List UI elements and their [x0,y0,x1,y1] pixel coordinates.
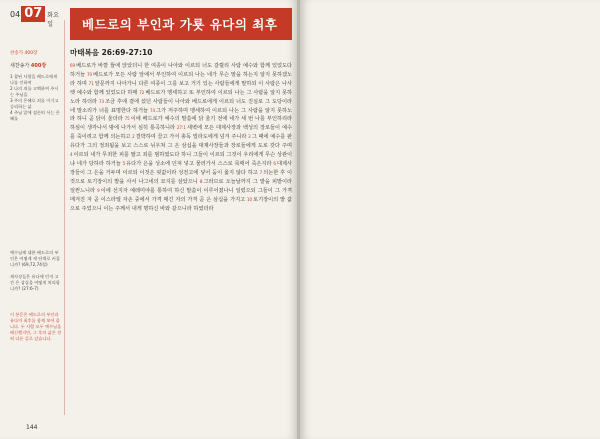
verse-number: 4 [70,152,73,158]
verse-number: 9 [97,187,100,193]
page-number-left: 144 [26,424,38,431]
side-note-item: 4 주님 앞에 겸손히 서는 은혜를 [10,110,60,121]
date-weekday: 화요일 [47,12,59,28]
verse-number: 70 [87,71,93,77]
verse-text: 결박하여 끌고 가서 총독 빌라도에게 넘겨 주니라 [135,134,249,141]
verse-number: 6 [273,160,276,166]
verse-text: 토기장이의 밭 값으로 주었으니 이는 주께서 내게 명하신 바와 같으니라 하였더라 [70,196,292,212]
left-page [0,0,298,439]
verse-number: 2 [132,134,135,140]
verse-text: 이에 선지자 예레미야를 통하여 하신 말씀이 이루어졌나니 일렀으되 그들이 그 가격 매겨진 자 곧 이스라엘 자손 중에서 가격 매긴 자의 가격 곧 은 삼십을 가지고 [70,187,292,203]
verse [123,161,274,167]
column-divider [64,20,65,415]
verse-number: 7 [259,169,263,175]
bible-text [70,62,292,213]
verse-number: 73 [98,98,105,104]
question-2-text: 제사장들은 유다에 던져 고 간 은 삼십을 어떻게 처리합니까? (27:6-7) [10,274,60,291]
side-hymn [10,62,62,69]
verse-text: 이르되 내가 무죄한 피를 팔고 죄를 범하였도다 하니 그들이 이르되 그것이 우리에게 무슨 상관이냐 네가 당하라 하거늘 [70,152,292,167]
verse-text: 앞문까지 나아가니 다른 여종이 그를 보고 거기 있는 사람들에게 말하되 이 사람은 나사렛 예수와 함께 있었도다 하매 [70,80,292,96]
verse-number: 5 [122,160,126,166]
verse-number: 75 [124,116,130,122]
verse-text: 대제사장들이 그 은을 거두며 이르되 이것은 핏값이라 성전고에 넣어 둠이 옳지 않다 하고 [70,160,292,176]
verse-text: 그러므로 오늘날까지 그 밭을 피밭이라 일컫느니라 [70,178,292,194]
verse-number: 74 [149,107,156,113]
title-bar [70,8,292,40]
verse-text: 베드로가 맹세하고 또 부인하여 이르되 나는 그 사람을 알지 못하노라 하더라 [70,89,292,105]
verse-text: 그 때에 예수를 판 유다가 그의 정죄됨을 보고 스스로 뉘우쳐 그 은 삼십을 대제사장들과 장로들에게 도로 갖다 주며 [70,134,293,150]
date-day: 07 [21,6,45,22]
verse-text: 베드로가 바깥 뜰에 앉았더니 한 여종이 나아와 이르되 너도 갈릴리 사람 예수와 함께 있었도다 하거늘 [70,63,292,78]
side-note-item: 3 주의 은혜로 죄를 이기고 승리하는 삶 [10,98,59,109]
verse-text: 베드로가 모든 사람 앞에서 부인하여 이르되 나는 네가 무슨 말을 하는지 알지 못하겠노라 하며 [70,71,292,87]
verse-text: 이에 베드로가 예수의 말씀에 닭 울기 전에 네가 세 번 나를 부인하리라 하심이 생각나서 밖에 나가서 심히 통곡하니라 [70,116,292,132]
question-1-text: 예수님께 대한 베드로의 부인은 어떻게 세 단계로 커집니까? (69,72,74절) [10,250,60,267]
verse-number: 27:1 [176,125,186,131]
verse-number: 3 [248,134,251,140]
side-note-text: 이 본문은 베드로의 부인과 유다의 최후를 함께 보여 줍니다. 두 사람 모두 예수님을 배신했지만, 그 후의 삶은 전혀 다른 길로 갔습니다. [10,312,62,341]
side-reference: 찬송가 400장 [10,51,38,56]
verse-text: 유다가 은을 성소에 던져 넣고 물러가서 스스로 목매어 죽은지라 [126,160,274,167]
left-sidebar [10,6,62,122]
verse [132,134,248,140]
verse-text: 조금 후에 곁에 섰던 사람들이 나아와 베드로에게 이르되 너도 진실로 그 도당이라 네 말소리가 너를 표명한다 하거늘 [70,98,292,114]
verse-number: 8 [199,178,203,184]
date-box [10,6,62,28]
verse-number: 10 [247,196,253,202]
verse-number: 71 [88,80,94,86]
hymn-prefix: 새찬송가 [10,63,30,69]
verse-number: 69 [70,63,76,68]
hymn-number: 400장 [30,63,47,69]
verse-text: 의논한 후 이것으로 토기장이의 밭을 사서 나그네의 묘지를 삼았으니 [70,169,292,185]
side-question-1 [10,250,62,292]
side-note-item: 2 나의 죄를 고백하여 주시는 주님을 [10,86,59,97]
verse-text: 새벽에 모든 대제사장과 백성의 장로들이 예수를 죽이려고 함께 의논하고 [70,125,292,141]
passage-reference: 마태복음 26:69-27:10 [70,48,153,57]
side-note-item: 1 참된 사랑을 베드로에게 나를 인하여 [10,74,58,85]
date-month: 04 [10,10,21,19]
verse-number: 72 [139,89,145,95]
right-page [300,0,600,439]
side-notes [10,74,62,122]
side-question-2 [10,312,62,342]
page-title: 베드로의 부인과 가룟 유다의 최후 [82,17,278,32]
verse-text: 그가 저주하며 맹세하여 이르되 나는 그 사람을 알지 못하노라 하니 곧 닭이 울더라 [70,107,292,123]
